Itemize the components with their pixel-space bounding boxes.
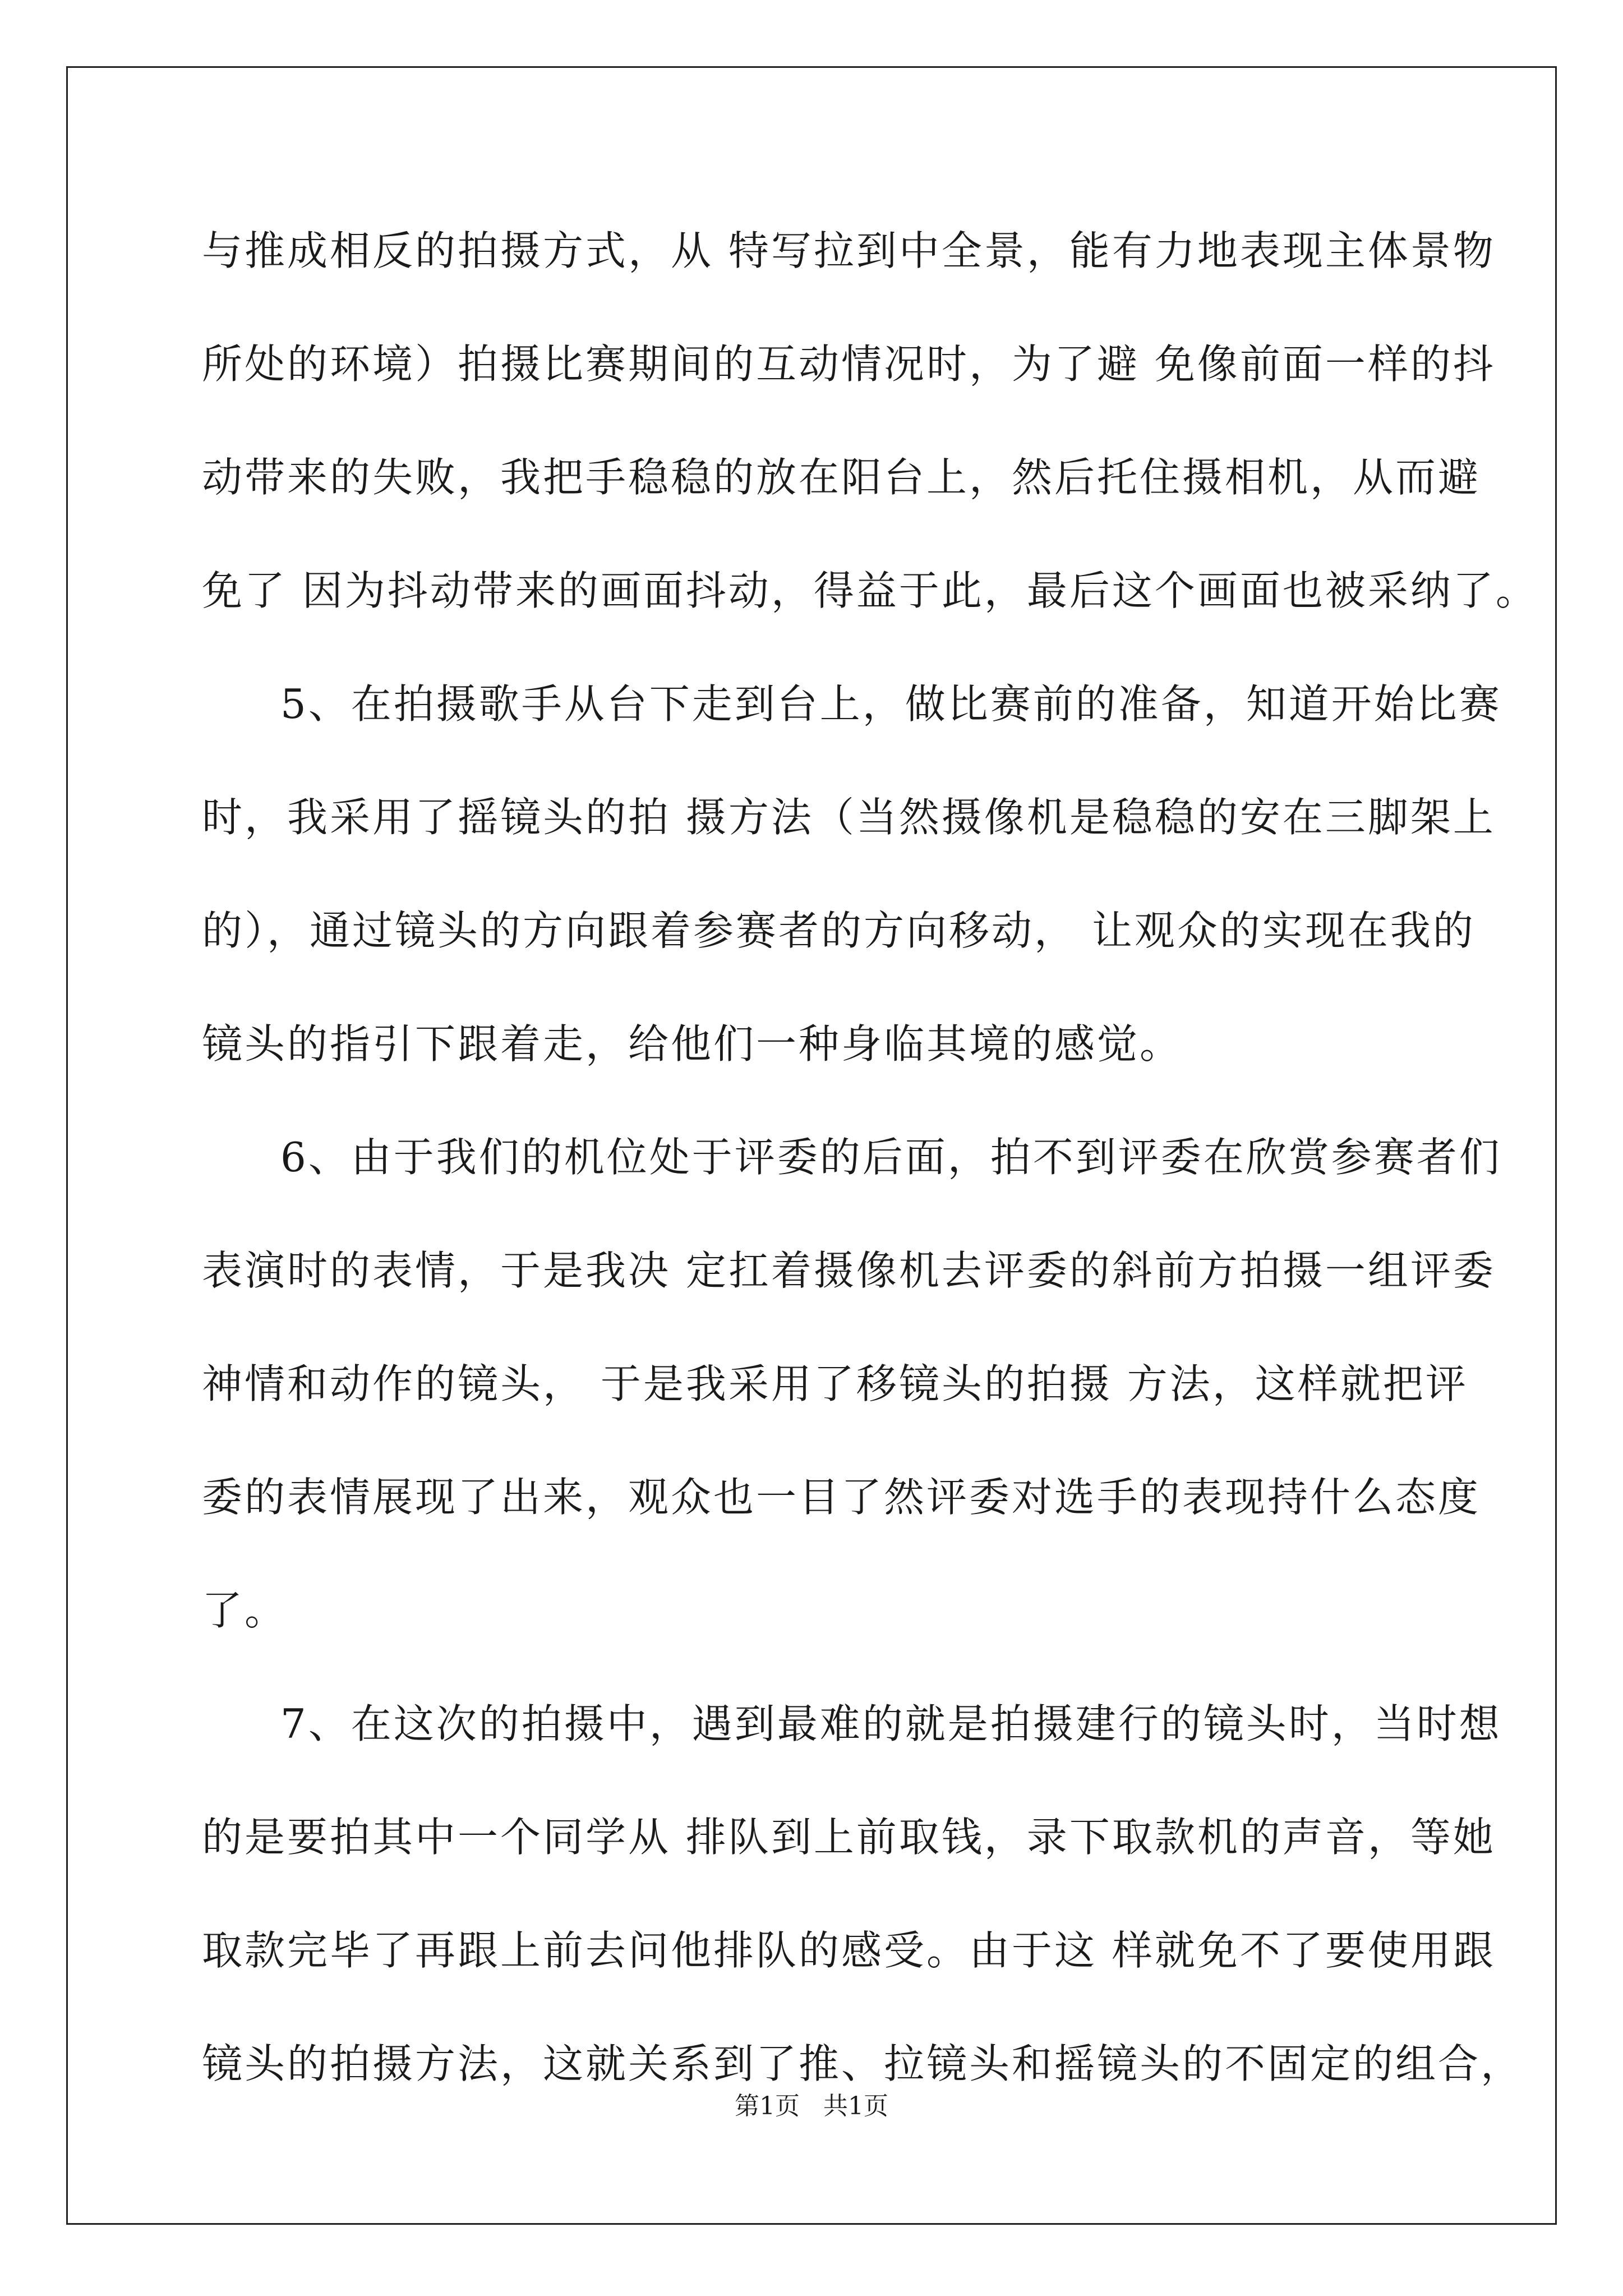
body-line: 所处的环境）拍摄比赛期间的互动情况时，为了避 免像前面一样的抖 — [202, 341, 1496, 388]
body-line: 神情和动作的镜头， 于是我采用了移镜头的拍摄 方法，这样就把评 — [202, 1360, 1468, 1407]
body-line: 免了 因为抖动带来的画面抖动，得益于此，最后这个画面也被采纳了。 — [202, 567, 1538, 614]
paragraph-5-start: 5、在拍摄歌手从台下走到台上，做比赛前的准备，知道开始比赛 — [280, 680, 1502, 728]
body-line: 的），通过镜头的方向跟着参赛者的方向移动， 让观众的实现在我的 — [202, 907, 1476, 954]
body-line: 了。 — [202, 1587, 288, 1634]
paragraph-6-start: 6、由于我们的机位处于评委的后面，拍不到评委在欣赏参赛者们 — [280, 1134, 1502, 1181]
body-line: 委的表情展现了出来，观众也一目了然评委对选手的表现持什么态度 — [202, 1474, 1481, 1521]
paragraph-7-start: 7、在这次的拍摄中，遇到最难的就是拍摄建行的镜头时，当时想 — [280, 1700, 1502, 1747]
body-line: 镜头的指引下跟着走，给他们一种身临其境的感觉。 — [202, 1020, 1183, 1068]
body-line: 时，我采用了摇镜头的拍 摄方法（当然摄像机是稳稳的安在三脚架上 — [202, 794, 1496, 841]
body-line: 取款完毕了再跟上前去问他排队的感受。由于这 样就免不了要使用跟 — [202, 1927, 1496, 1974]
body-line: 表演时的表情，于是我决 定扛着摄像机去评委的斜前方拍摄一组评委 — [202, 1247, 1496, 1294]
body-line: 动带来的失败，我把手稳稳的放在阳台上，然后托住摄相机，从而避 — [202, 454, 1481, 501]
body-line: 镜头的拍摄方法，这就关系到了推、拉镜头和摇镜头的不固定的组合， — [202, 2040, 1524, 2087]
body-line: 的是要拍其中一个同学从 排队到上前取钱，录下取款机的声音，等她 — [202, 1814, 1496, 1861]
body-line: 与推成相反的拍摄方式，从 特写拉到中全景，能有力地表现主体景物 — [202, 227, 1496, 274]
page-number-footer: 第1页 共1页 — [735, 2092, 888, 2120]
document-body — [202, 213, 1538, 2139]
